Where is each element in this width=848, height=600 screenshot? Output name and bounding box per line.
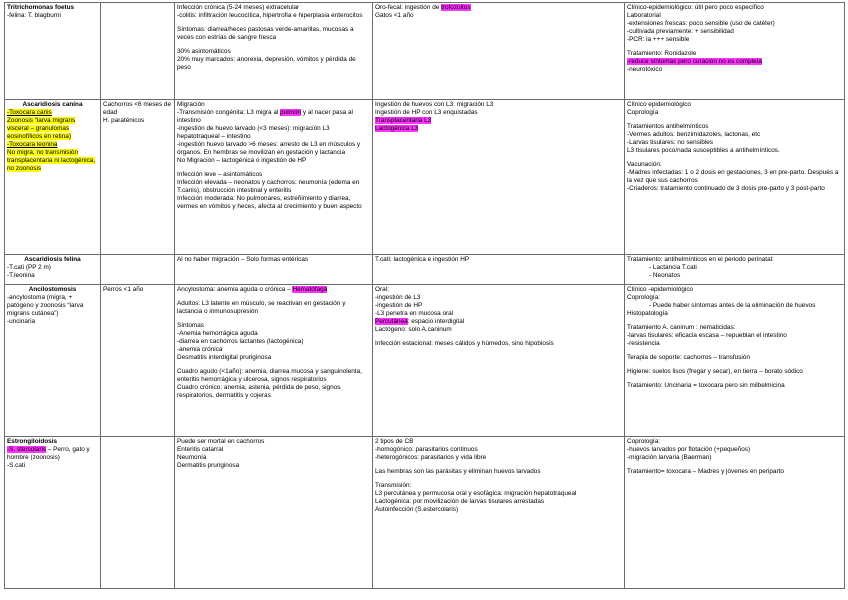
cell-diagnosis-treatment — [625, 285, 845, 437]
text-segment: 2 tipos de CB — [375, 438, 414, 445]
text-segment: -ingestión huevo larvado >6 meses: arresto de L3 en músculos y órganos. En hembras se movilizan en gestación y lactancia — [177, 141, 361, 156]
text-line — [177, 157, 370, 165]
text-segment: -huevos larvados por flotación (+pequeños) — [627, 446, 751, 453]
text-segment: Terapia de soporte: cachorros – transfusión — [627, 354, 750, 361]
text-line — [177, 171, 370, 179]
text-line — [627, 147, 842, 155]
text-line — [375, 326, 622, 334]
text-segment: : espacio interdigital — [407, 318, 465, 325]
text-segment: Síntomas: diarrea/heces pastosas verde-amarillas, mucosas a veces con estrías de sangre fresca — [177, 26, 354, 41]
text-line — [177, 179, 370, 195]
text-segment: -Transmisión congénita: L3 migra al — [177, 109, 281, 116]
text-line — [177, 101, 370, 109]
text-segment: Infección estacional: meses cálidos y húmedos, sino hipobiosis — [375, 340, 554, 347]
highlighted-text: Percutánea — [375, 318, 408, 325]
text-segment: H. paraténicos — [103, 117, 145, 124]
text-segment: 30% asintomáticos — [177, 48, 231, 55]
text-line — [627, 438, 842, 446]
text-line — [627, 109, 842, 117]
highlighted-text: Zoonosis “larva migrans visceral – granulomas eosinofílicos en retina) — [7, 117, 76, 140]
cell-host — [101, 437, 175, 589]
text-line — [7, 101, 98, 109]
text-line — [375, 294, 622, 302]
text-line — [627, 382, 842, 390]
text-segment: Tratamientos antihelmínticos — [627, 123, 709, 130]
text-line — [7, 446, 98, 462]
text-segment: – Perro, gato y hombre (zoonosis) — [7, 446, 90, 461]
text-segment: - Lactancia T.cati — [649, 264, 697, 271]
text-segment: -T.leonina — [7, 272, 35, 279]
text-segment: Clínico epidemiológico — [627, 101, 691, 108]
text-line — [177, 354, 370, 362]
text-line — [627, 340, 842, 348]
text-segment: T.cati: lactogénica e ingestión HP — [375, 256, 470, 263]
text-line — [177, 300, 370, 316]
text-line — [7, 272, 98, 280]
text-segment: Las hembras son las parásitas y eliminan huevos larvados — [375, 468, 541, 475]
text-segment: Puede ser mortal en cachorros — [177, 438, 265, 445]
text-segment: L3 percutánea y permucosa oral y esofágica: migración hepatotraqueal — [375, 490, 577, 497]
text-line — [7, 438, 98, 446]
text-segment: -anemia crónica — [177, 346, 223, 353]
text-line — [627, 20, 842, 28]
text-segment: Coprología: — [627, 438, 661, 445]
text-segment: -larvas tisulares: eficacia escasa – repueblan el intestino — [627, 332, 787, 339]
text-segment: Higiene: suelos lisos (fregar y secar), en tierra – borato sódico — [627, 368, 803, 375]
text-line — [375, 302, 622, 310]
cell-host — [101, 3, 175, 100]
text-line — [375, 340, 622, 348]
text-segment: -cultivada previamente: + sensibilidad — [627, 28, 734, 35]
text-segment: Neumonía — [177, 454, 207, 461]
text-line — [627, 12, 842, 20]
cell-disease — [5, 255, 101, 285]
table-row-ascaridiosis-felina — [5, 255, 845, 285]
text-segment: Gatos <1 año — [375, 12, 414, 19]
text-line — [375, 310, 622, 318]
text-segment: -extensiones frescas: poco sensible (uso de catéter) — [627, 20, 775, 27]
table-row-ancilostomosis — [5, 285, 845, 437]
text-segment: Ascaridiosis felina — [24, 256, 81, 263]
highlighted-text: pulmón — [280, 109, 302, 116]
text-line — [627, 58, 842, 66]
text-segment: -L3 penetra en mucosa oral — [375, 310, 454, 317]
cell-host — [101, 285, 175, 437]
text-line — [177, 346, 370, 354]
text-segment: Autoinfección (S.estercolaris) — [375, 506, 459, 513]
text-line — [7, 117, 98, 141]
text-segment: Tratamiento: Ronidazole — [627, 50, 697, 57]
text-line — [627, 28, 842, 36]
text-segment: -neurotóxico — [627, 66, 663, 73]
text-segment: y al nacer pasa al intestino — [177, 109, 353, 124]
text-line — [177, 322, 370, 330]
text-line — [627, 169, 842, 185]
text-line — [177, 12, 370, 20]
text-line — [627, 131, 842, 139]
text-segment: Dermatitis pruriginosa — [177, 462, 240, 469]
text-line — [627, 446, 842, 454]
cell-disease — [5, 100, 101, 255]
text-line — [627, 332, 842, 340]
text-line — [627, 368, 842, 376]
text-segment: -Larvas tisulares: no sensibles — [627, 139, 713, 146]
text-segment: Tratamiento: antihelmínticos en el periodo perinatal: — [627, 256, 774, 263]
text-line — [7, 4, 98, 12]
text-segment: -Anemia hemorrágica aguda — [177, 330, 258, 337]
cell-diagnosis-treatment — [625, 100, 845, 255]
text-line — [7, 109, 98, 117]
text-line — [7, 286, 98, 294]
text-segment: Ingestión de HP con L3 enquistadas — [375, 109, 478, 116]
text-segment: Transmisión: — [375, 482, 412, 489]
cell-disease — [5, 285, 101, 437]
text-line — [177, 195, 370, 211]
text-line — [375, 101, 622, 109]
text-segment: Migración — [177, 101, 205, 108]
text-line — [177, 26, 370, 42]
text-line — [627, 256, 842, 264]
cell-clinical — [175, 437, 373, 589]
text-segment: Cachorros <6 meses de edad — [103, 101, 172, 116]
text-segment: Oral: — [375, 286, 389, 293]
text-line — [627, 264, 842, 272]
text-line — [627, 310, 842, 318]
text-line — [627, 272, 842, 280]
text-segment: Ancylostoma: anemia aguda o crónica – — [177, 286, 293, 293]
cell-clinical — [175, 255, 373, 285]
text-segment: Perros <1 año — [103, 286, 144, 293]
text-line — [375, 12, 622, 20]
text-segment: -colitis: infiltración leucocítica, hipertrofia e hiperplasia enterocitos — [177, 12, 363, 19]
text-segment: L3 tisulares poco/nada susceptibles a antihelmínticos. — [627, 147, 780, 154]
text-segment: Ascaridiosis canina — [22, 101, 83, 108]
cell-transmission — [373, 3, 625, 100]
text-segment: Síntomas — [177, 322, 204, 329]
text-line — [177, 338, 370, 346]
highlighted-text: Hematófaga — [292, 286, 328, 293]
text-line — [177, 438, 370, 446]
text-segment: Tritrichomonas foetus — [7, 4, 75, 11]
text-line — [375, 125, 622, 133]
text-line — [103, 101, 172, 117]
text-segment: - Puede haber síntomas antes de la eliminación de huevos — [649, 302, 816, 309]
text-line — [103, 286, 172, 294]
text-segment: -homogónico: parasitarios continuos — [375, 446, 478, 453]
text-line — [103, 117, 172, 125]
cell-diagnosis-treatment — [625, 3, 845, 100]
text-line — [627, 66, 842, 74]
text-line — [627, 123, 842, 131]
cell-host — [101, 255, 175, 285]
text-segment: -T.cati (PP 2 m) — [7, 264, 51, 271]
cell-diagnosis-treatment — [625, 255, 845, 285]
text-line — [375, 506, 622, 514]
text-segment: -felina: T. blagburni — [7, 12, 61, 19]
highlighted-text: -reduce síntomas pero curación no es completa — [627, 58, 762, 65]
table-row-estrongiloidosis — [5, 437, 845, 589]
text-line — [177, 56, 370, 72]
text-line — [375, 117, 622, 125]
text-segment: Lactogénica: por movilización de larvas tisulares arrestadas — [375, 498, 545, 505]
text-segment: Coprología — [627, 109, 659, 116]
highlighted-text: No migra, no transmisión transplacentaria ni lactogénica, no zoonosis — [7, 149, 96, 172]
text-line — [177, 256, 370, 264]
text-segment: Infección crónica (5-24 meses) extracelular — [177, 4, 300, 11]
text-line — [7, 149, 98, 173]
text-line — [177, 4, 370, 12]
text-segment: Tratamiento= toxocara – Madres y jóvenes en periparto — [627, 468, 784, 475]
text-segment: Infección elevada – neonatos y cachorros: neumonía (edema en T.canis), obstrucción intestinal y enteritis — [177, 179, 360, 194]
text-line — [375, 318, 622, 326]
cell-transmission — [373, 100, 625, 255]
text-segment: 20% muy marcados: anorexia, depresión, vómitos y pérdida de peso — [177, 56, 356, 71]
highlighted-text: trofozoitos — [441, 4, 471, 11]
text-segment: Enteritis catarral — [177, 446, 224, 453]
text-segment: -Criaderos: tratamiento continuado de 3 dosis pre-parto y 3 post-parto — [627, 185, 825, 192]
cell-disease — [5, 437, 101, 589]
text-line — [375, 498, 622, 506]
text-segment: No Migración – lactogénica o ingestión de HP — [177, 157, 307, 164]
highlighted-text: Lactogénica L3 — [375, 125, 419, 132]
text-line — [177, 368, 370, 384]
text-line — [375, 256, 622, 264]
text-segment: -ingestión de HP — [375, 302, 423, 309]
text-line — [177, 446, 370, 454]
text-segment: Vacunación: — [627, 161, 662, 168]
text-segment: -uncinaria — [7, 318, 36, 325]
text-line — [627, 468, 842, 476]
text-segment: -diarrea en cachorros lactantes (lactogénica) — [177, 338, 304, 345]
text-line — [177, 141, 370, 157]
text-line — [375, 446, 622, 454]
text-line — [7, 294, 98, 318]
text-line — [177, 330, 370, 338]
text-segment: Tratamiento A. caninum : nematicidas: — [627, 324, 736, 331]
text-segment: Clínico -epidemiológico — [627, 286, 694, 293]
text-segment: Adultos: L3 latente en músculo, se reactivan en gestación y lactancia o inmunosupresión — [177, 300, 346, 315]
text-segment: Al no haber migración – Solo formas entéricas — [177, 256, 309, 263]
text-segment: -S.cati — [7, 462, 26, 469]
text-line — [7, 12, 98, 20]
text-line — [177, 286, 370, 294]
text-segment: Desmatitis interdigital pruriginosa — [177, 354, 272, 361]
text-line — [627, 101, 842, 109]
text-line — [627, 50, 842, 58]
notes-table — [4, 2, 845, 589]
text-segment: -heterogónicos: parasitarios y vida libre — [375, 454, 487, 461]
cell-transmission — [373, 285, 625, 437]
cell-transmission — [373, 437, 625, 589]
text-segment: Tratamiento: Uncinaria = toxocara pero sin milbelmicina — [627, 382, 785, 389]
text-line — [375, 286, 622, 294]
text-segment: -migración larvaria (Baerman) — [627, 454, 712, 461]
notes-table-body — [5, 3, 845, 589]
highlighted-text: Transplacentaria L3 — [375, 117, 432, 124]
text-segment: Cuadro agudo (<1año): anemia, diarrea mucosa y sanguinolenta, enteritis hemorrágica y ulcerosa, signos respiratorios — [177, 368, 362, 383]
text-segment: Coprología: — [627, 294, 661, 301]
text-line — [177, 384, 370, 400]
text-line — [7, 141, 98, 149]
text-line — [7, 462, 98, 470]
text-line — [627, 36, 842, 44]
cell-diagnosis-treatment — [625, 437, 845, 589]
text-line — [627, 161, 842, 169]
text-segment: Histopatología — [627, 310, 668, 317]
text-segment: Infección leve – asintomáticos — [177, 171, 263, 178]
highlighted-text: -Toxocara canis — [7, 109, 52, 116]
table-row-ascaridiosis-canina — [5, 100, 845, 255]
text-line — [627, 294, 842, 302]
cell-clinical — [175, 3, 373, 100]
text-segment: -ingestión de huevo larvado (<3 meses): migración L3 hepatotraqueal – intestino — [177, 125, 330, 140]
text-line — [7, 264, 98, 272]
text-segment: Cuadro crónico: anemia, astenia, pérdida de peso, signos respiratorios, dermatitis y cojeras — [177, 384, 341, 399]
text-line — [627, 4, 842, 12]
highlighted-text: -S. stercolaris — [7, 446, 47, 453]
text-segment: Laboratorial — [627, 12, 661, 19]
text-segment: Ancilostomosis — [28, 286, 77, 293]
text-segment: -PCR: la +++ sensible — [627, 36, 690, 43]
text-line — [7, 256, 98, 264]
cell-transmission — [373, 255, 625, 285]
text-segment: Oro-fecal: ingestión de — [375, 4, 442, 11]
text-line — [627, 139, 842, 147]
text-line — [627, 185, 842, 193]
text-segment: Infección moderada: No pulmonares, estreñimiento y diarrea, vermes en vómitos y heces, afecta al crecimiento y buen aspecto — [177, 195, 362, 210]
text-segment: -ingestión de L3 — [375, 294, 421, 301]
text-line — [627, 286, 842, 294]
text-line — [627, 454, 842, 462]
text-line — [627, 324, 842, 332]
text-line — [177, 109, 370, 125]
text-line — [627, 302, 842, 310]
text-line — [375, 454, 622, 462]
table-row-tritrichomonas — [5, 3, 845, 100]
text-line — [375, 109, 622, 117]
cell-disease — [5, 3, 101, 100]
text-line — [375, 468, 622, 476]
cell-clinical — [175, 100, 373, 255]
text-segment: Estrongiloidosis — [7, 438, 58, 445]
text-segment: -Madres infectadas: 1 o 2 dosis en gestaciones, 3 en pre-parto. Después a la vez que sus cachorros — [627, 169, 839, 184]
text-segment: -resistencia — [627, 340, 660, 347]
text-segment: Lactógeno: solo A.caninum — [375, 326, 452, 333]
text-segment: Clínico-epidemiológico: útil pero poco específico — [627, 4, 764, 11]
text-line — [177, 454, 370, 462]
cell-clinical — [175, 285, 373, 437]
text-segment: - Neonatos — [649, 272, 681, 279]
text-line — [177, 125, 370, 141]
cell-host — [101, 100, 175, 255]
text-line — [627, 354, 842, 362]
text-line — [177, 48, 370, 56]
text-line — [375, 438, 622, 446]
text-segment: -ancylostoma (migra, + patógeno y zoonosis “larva migrans cutánea”) — [7, 294, 84, 317]
text-line — [375, 490, 622, 498]
text-line — [7, 318, 98, 326]
text-segment: -Vermes adultos: benzimidazoles, lactonas, etc — [627, 131, 761, 138]
text-line — [375, 482, 622, 490]
text-line — [177, 462, 370, 470]
text-line — [375, 4, 622, 12]
highlighted-text: -Toxocara leonina — [7, 141, 58, 148]
text-segment: Ingestión de huevos con L3: migración L3 — [375, 101, 494, 108]
